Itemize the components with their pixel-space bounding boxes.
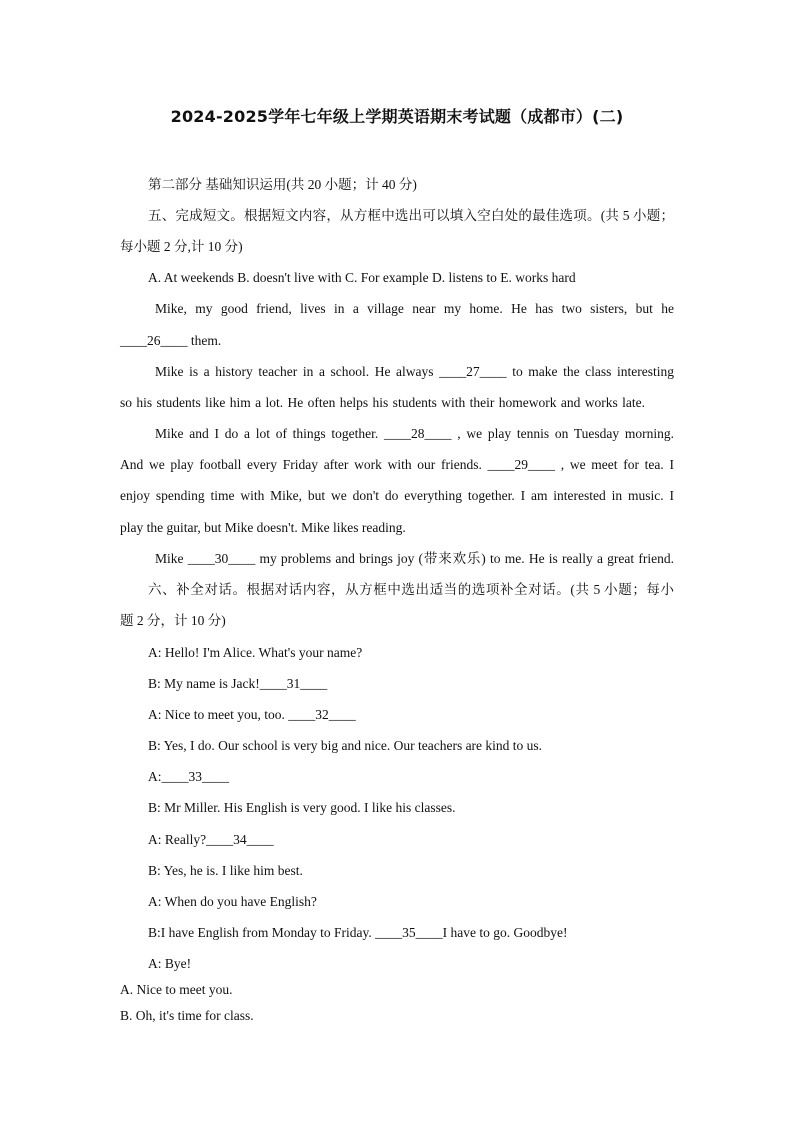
section6-instruction: 六、补全对话。根据对话内容，从方框中选出适当的选项补全对话。(共 5 小题；每小 xyxy=(148,582,674,597)
dialogue-line: A: Nice to meet you, too. ____32____ xyxy=(148,707,356,722)
dialogue-line: A: Bye! xyxy=(148,956,192,971)
passage-line: so his students like him a lot. He often helps his students with their homework and works late. xyxy=(120,395,645,410)
dialogue-line: B: Yes, I do. Our school is very big and nice. Our teachers are kind to us. xyxy=(148,738,543,753)
dialogue-line: B: My name is Jack!____31____ xyxy=(148,676,328,691)
dialogue-line: B: Yes, he is. I like him best. xyxy=(148,863,303,878)
option-line: B. Oh, it's time for class. xyxy=(120,1008,254,1023)
passage-line: ____26____ them. xyxy=(120,333,222,348)
part-heading: 第二部分 基础知识运用(共 20 小题；计 40 分) xyxy=(148,177,417,192)
dialogue-line: A: Hello! I'm Alice. What's your name? xyxy=(148,645,363,660)
passage-line: Mike and I do a lot of things together. ____28____ , we play tennis on Tuesday morning. xyxy=(155,426,674,441)
dialogue-line: A: Really?____34____ xyxy=(148,832,274,847)
dialogue-line: B:I have English from Monday to Friday. ____35____I have to go. Goodbye! xyxy=(148,925,568,940)
option-line: A. Nice to meet you. xyxy=(120,982,233,997)
passage-line: Mike, my good friend, lives in a village near my home. He has two sisters, but he xyxy=(155,301,674,316)
section5-options: A. At weekends B. doesn't live with C. For example D. listens to E. works hard xyxy=(148,270,576,285)
section5-instruction-cont: 每小题 2 分,计 10 分) xyxy=(120,239,243,254)
passage-line: enjoy spending time with Mike, but we don't do everything together. I am interested in music. I xyxy=(120,488,674,503)
dialogue-line: A: When do you have English? xyxy=(148,894,317,909)
page-title: 2024-2025学年七年级上学期英语期末考试题（成都市）(二) xyxy=(170,107,624,126)
passage-line: Mike ____30____ my problems and brings joy (带来欢乐) to me. He is really a great friend. xyxy=(155,551,674,566)
dialogue-line: B: Mr Miller. His English is very good. I like his classes. xyxy=(148,800,456,815)
passage-line: And we play football every Friday after work with our friends. ____29____ , we meet for tea. I xyxy=(120,457,674,472)
section5-instruction: 五、完成短文。根据短文内容，从方框中选出可以填入空白处的最佳选项。(共 5 小题； xyxy=(148,208,674,223)
passage-line: Mike is a history teacher in a school. He always ____27____ to make the class interesting xyxy=(155,364,674,379)
section6-instruction-cont: 题 2 分，计 10 分) xyxy=(120,613,226,628)
passage-line: play the guitar, but Mike doesn't. Mike likes reading. xyxy=(120,520,406,535)
dialogue-line: A:____33____ xyxy=(148,769,229,784)
